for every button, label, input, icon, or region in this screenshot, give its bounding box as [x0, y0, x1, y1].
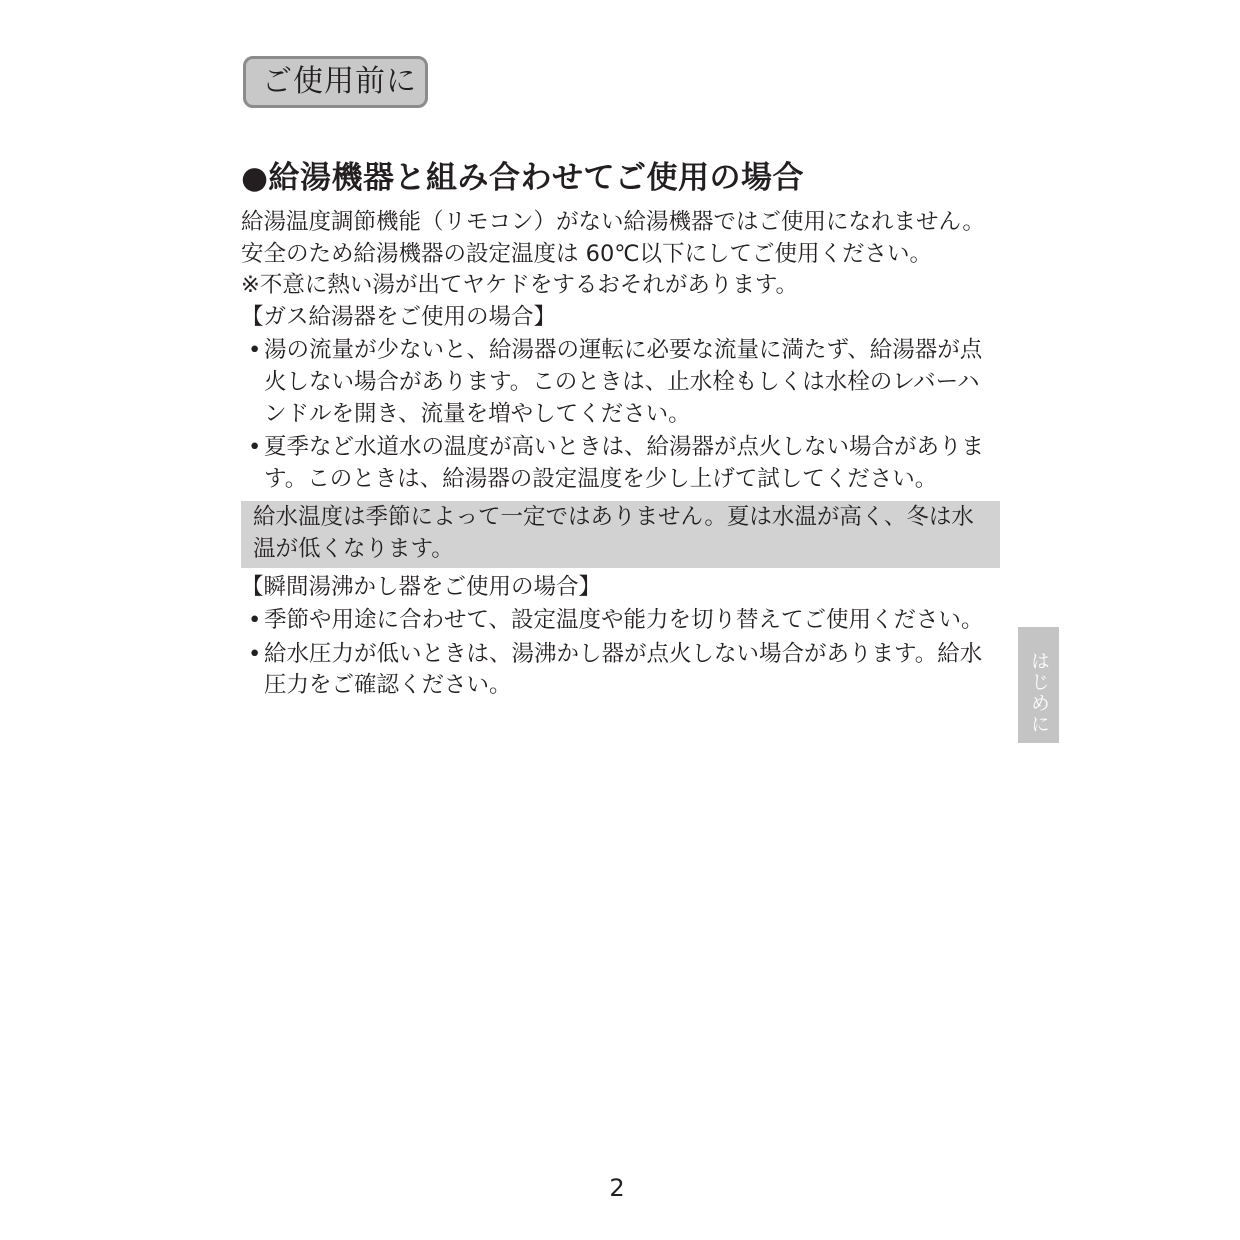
bullet-line: ンドルを開き、流量を増やしてください。 — [264, 400, 691, 427]
side-tab-introduction: はじめに — [1018, 627, 1059, 743]
bullet-line: 給水圧力が低いときは、湯沸かし器が点火しない場合があります。給水 — [264, 640, 983, 667]
section-heading: ●給湯機器と組み合わせてご使用の場合 — [241, 160, 805, 196]
intro-line: 給湯温度調節機能（リモコン）がない給湯機器ではご使用になれません。 — [241, 209, 985, 235]
intro-line: ※不意に熱い湯が出てヤケドをするおそれがあります。 — [241, 272, 799, 299]
bullet-line: す。このときは、給湯器の設定温度を少し上げて試してください。 — [264, 465, 938, 492]
bullet-line: 季節や用途に合わせて、設定温度や能力を切り替えてご使用ください。 — [264, 607, 984, 634]
bullet-dot: • — [248, 434, 262, 461]
bullet-line: 夏季など水道水の温度が高いときは、給湯器が点火しない場合がありま — [264, 434, 985, 461]
bullet-line: 圧力をご確認ください。 — [264, 672, 512, 699]
gas-heater-bullet — [241, 432, 1001, 495]
section-tag: ご使用前に — [243, 56, 428, 108]
bullet-dot: • — [248, 607, 262, 634]
intro-line: 安全のため給湯機器の設定温度は 60℃以下にしてご使用ください。 — [241, 240, 933, 267]
instant-heater-bullet — [241, 639, 1001, 702]
bullet-dot: • — [248, 640, 262, 667]
section-content — [241, 207, 1001, 704]
bullet-dot: • — [248, 337, 262, 364]
instant-heater-bullet — [241, 605, 1001, 637]
bullet-line: 湯の流量が少ないと、給湯器の運転に必要な流量に満たず、給湯器が点 — [264, 337, 983, 364]
note-line: 温が低くなります。 — [253, 535, 454, 562]
gas-heater-title: 【ガス給湯器をご使用の場合】 — [241, 303, 557, 330]
note-line: 給水温度は季節によって一定ではありません。夏は水温が高く、冬は水 — [253, 504, 974, 531]
gas-heater-bullet — [241, 335, 1001, 430]
page-number: 2 — [609, 1174, 625, 1202]
instant-heater-title: 【瞬間湯沸かし器をご使用の場合】 — [241, 573, 602, 600]
note-box — [241, 501, 1000, 567]
bullet-line: 火しない場合があります。このときは、止水栓もしくは水栓のレバーハ — [264, 368, 980, 395]
